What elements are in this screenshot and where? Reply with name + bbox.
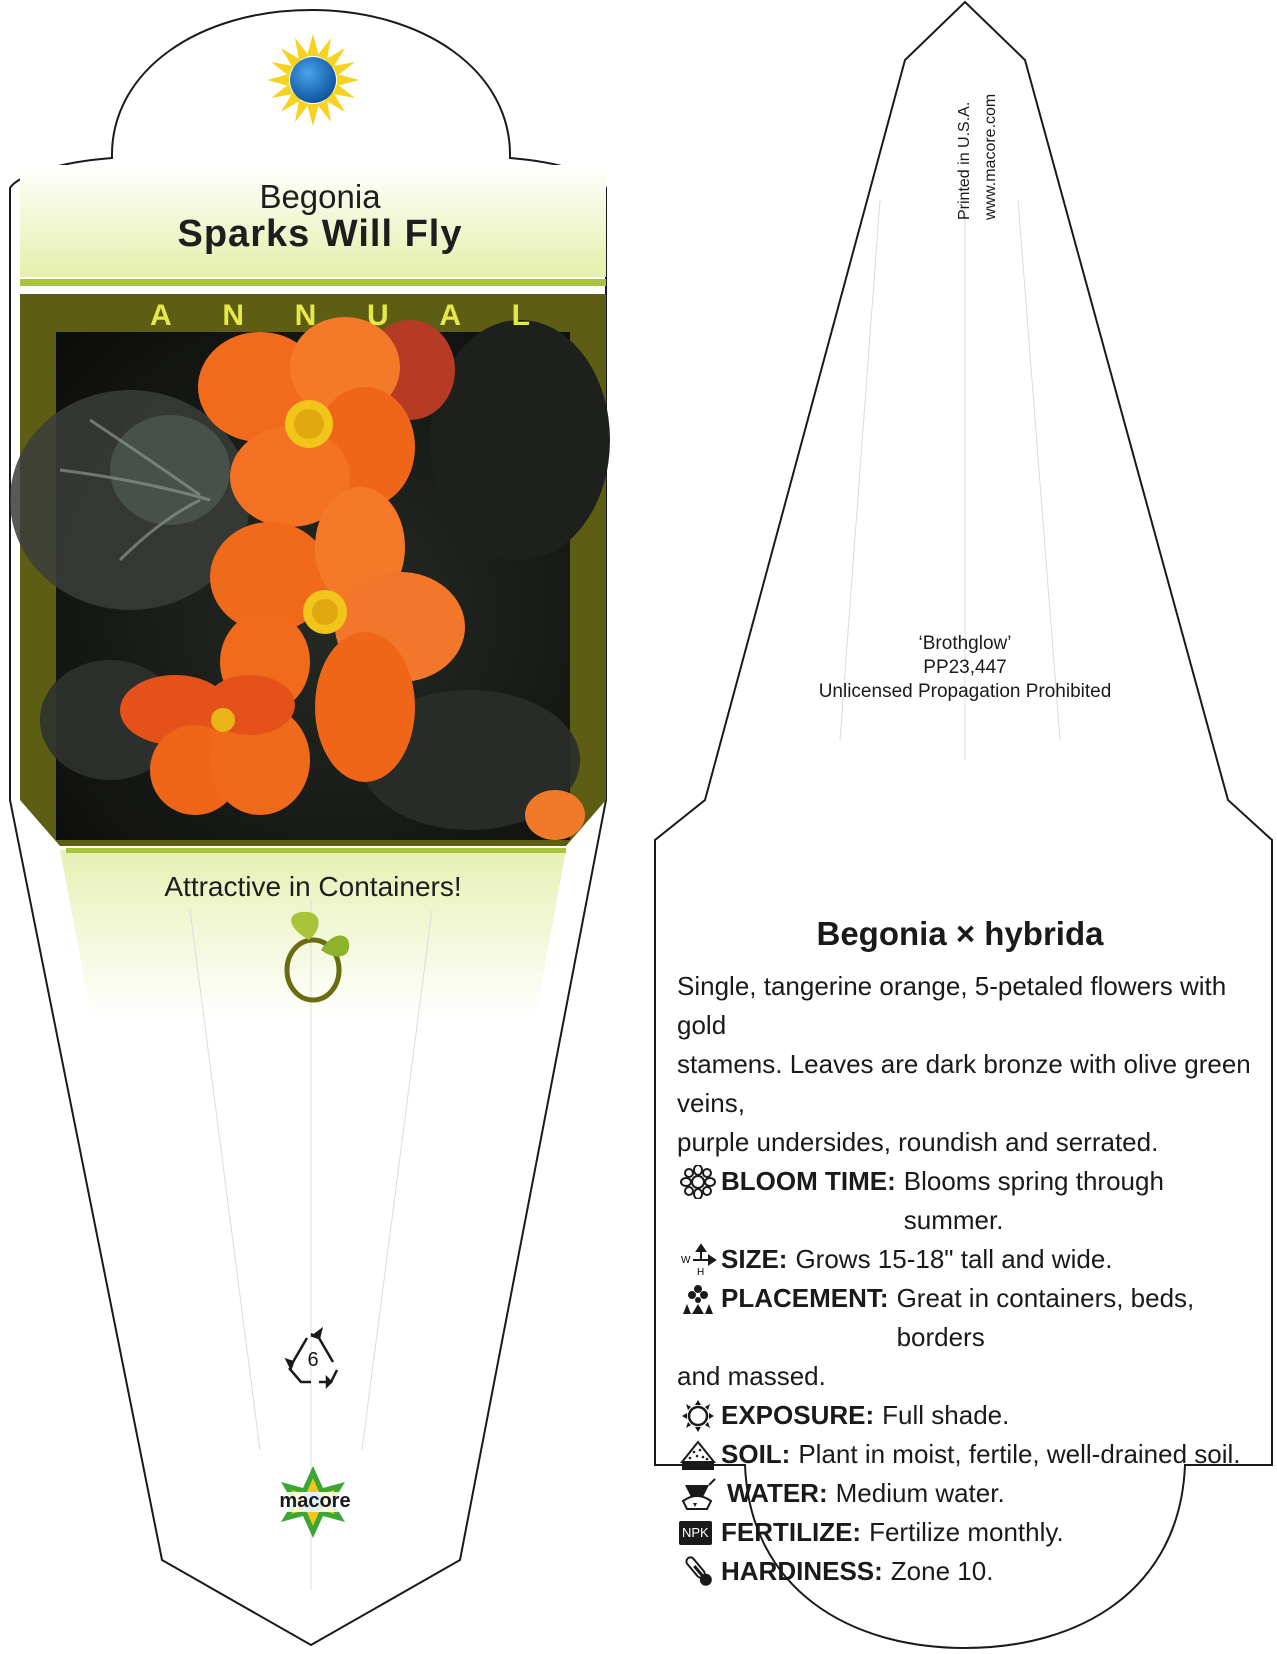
plant-type-letter: A	[150, 299, 172, 332]
printed-line: Printed in U.S.A.	[956, 101, 973, 220]
attribute-bloom-time	[679, 1162, 1259, 1240]
attribute-label: SIZE:	[721, 1244, 788, 1274]
propagation-notice: Unlicensed Propagation Prohibited	[818, 681, 1112, 702]
recycle-code: 6	[307, 1349, 319, 1371]
plant-type-letter: N	[294, 299, 317, 332]
description-line: Single, tangerine orange, 5-petaled flowers with gold	[677, 971, 1227, 1040]
description-line: purple undersides, roundish and serrated.	[677, 1127, 1159, 1157]
attribute-label: HARDINESS:	[721, 1556, 883, 1586]
attribute-soil	[679, 1435, 1259, 1474]
flower-icon	[679, 1162, 721, 1201]
botanical-name: Begonia × hybrida	[816, 915, 1104, 952]
brand-logo-text: macore	[279, 1490, 351, 1512]
attribute-fertilize	[679, 1513, 1259, 1552]
size-arrows-icon	[679, 1240, 721, 1279]
description-line: stamens. Leaves are dark bronze with olive green veins,	[677, 1049, 1251, 1118]
plant-type-letter: A	[439, 299, 461, 332]
attribute-label: EXPOSURE:	[721, 1400, 875, 1430]
patent-number: PP23,447	[923, 657, 1007, 678]
attribute-continuation: and massed.	[677, 1361, 826, 1391]
svg-text:H: H	[697, 1266, 705, 1277]
sun-outline-icon	[679, 1396, 721, 1435]
watering-can-icon	[679, 1474, 721, 1513]
plant-type	[60, 299, 620, 333]
common-name: Begonia	[259, 178, 381, 215]
printed-info	[951, 50, 999, 220]
attribute-value: Great in containers, beds, borders	[896, 1283, 1195, 1352]
plant-type-letter: L	[511, 299, 530, 332]
tagline: Attractive in Containers!	[164, 871, 462, 902]
attribute-label: BLOOM TIME:	[721, 1166, 896, 1196]
variety-name: Sparks Will Fly	[177, 213, 463, 255]
npk-icon-text: NPK	[679, 1521, 712, 1545]
plant-description	[679, 967, 1259, 1591]
attribute-water	[679, 1474, 1259, 1513]
cultivar-block	[730, 632, 1200, 704]
cultivar-name: ‘Brothglow’	[918, 633, 1012, 654]
thermometer-icon	[679, 1552, 721, 1591]
attribute-value: Plant in moist, fertile, well-drained soil.	[798, 1439, 1241, 1469]
attribute-value: Blooms spring through summer.	[903, 1166, 1164, 1235]
attribute-label: WATER:	[727, 1478, 828, 1508]
attribute-placement	[679, 1279, 1259, 1357]
attribute-label: SOIL:	[721, 1439, 791, 1469]
npk-icon	[679, 1513, 721, 1552]
soil-icon	[679, 1435, 721, 1474]
attribute-size	[679, 1240, 1259, 1279]
attribute-label: PLACEMENT:	[721, 1283, 889, 1313]
attribute-value: Full shade.	[882, 1400, 1010, 1430]
attribute-value: Fertilize monthly.	[869, 1517, 1064, 1547]
attribute-hardiness	[679, 1552, 1259, 1591]
attribute-value: Zone 10.	[890, 1556, 994, 1586]
plant-type-letter: U	[366, 299, 389, 332]
placement-icon	[679, 1279, 721, 1318]
attribute-value: Grows 15-18" tall and wide.	[795, 1244, 1113, 1274]
attribute-value: Medium water.	[835, 1478, 1005, 1508]
flower-photo	[10, 317, 610, 840]
svg-text:W: W	[681, 1254, 691, 1266]
plant-type-letter: N	[222, 299, 244, 332]
attribute-label: FERTILIZE:	[721, 1517, 862, 1547]
attribute-exposure	[679, 1396, 1259, 1435]
website-line: www.macore.com	[982, 93, 999, 220]
